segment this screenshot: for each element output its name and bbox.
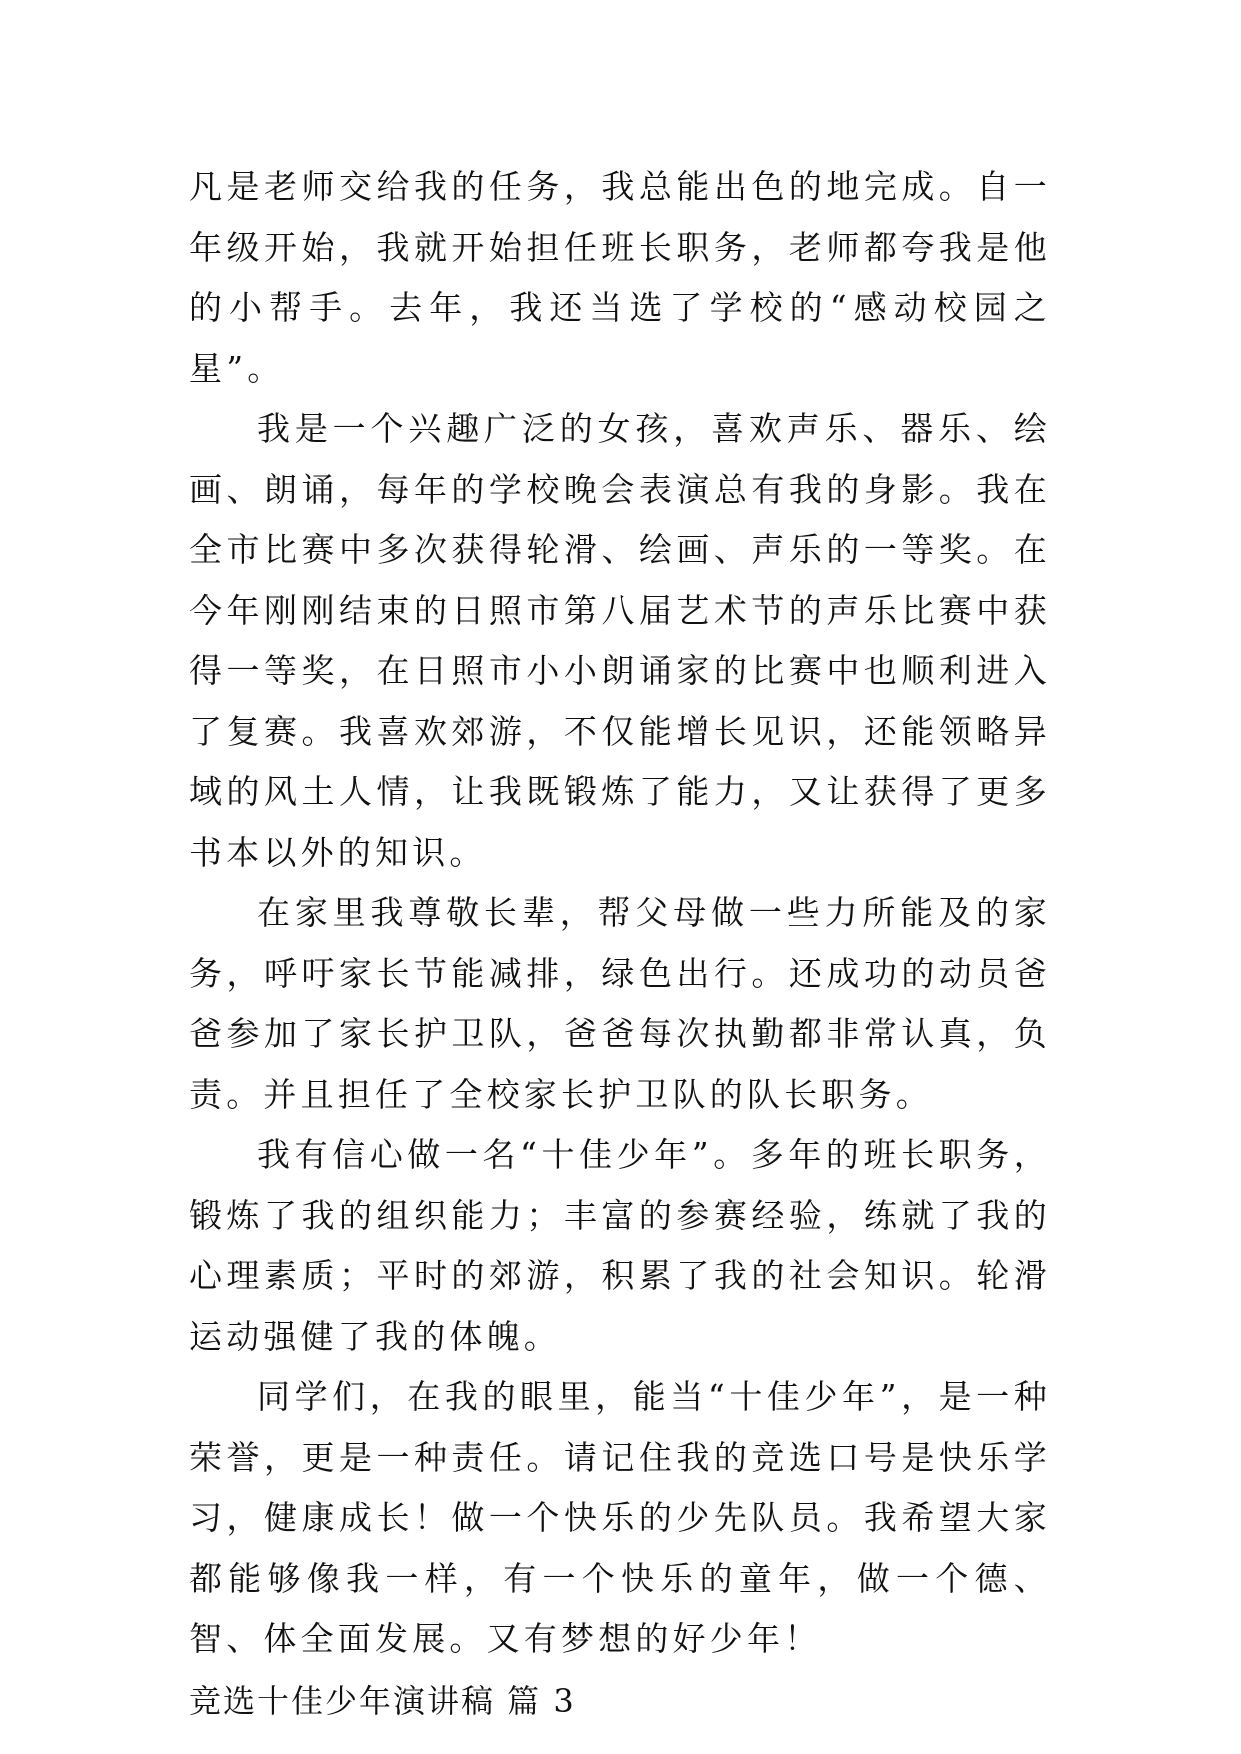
paragraph-3: 在家里我尊敬长辈，帮父母做一些力所能及的家务，呼吁家长节能减排，绿色出行。还成功的动员爸爸参加了家长护卫队，爸爸每次执勤都非常认真，负责。并且担任了全校家长护卫队的队长职务。 bbox=[189, 893, 1051, 1114]
paragraph-2: 我是一个兴趣广泛的女孩，喜欢声乐、器乐、绘画、朗诵，每年的学校晚会表演总有我的身影。我在全市比赛中多次获得轮滑、绘画、声乐的一等奖。在今年刚刚结束的日照市第八届艺术节的声乐比赛中获得一等奖，在日照市小小朗诵家的比赛中也顺利进入了复赛。我喜欢郊游，不仅能增长见识，还能领略异域的风土人情，让我既锻炼了能力，又让获得了更多书本以外的知识。 bbox=[189, 409, 1051, 872]
paragraph-1: 凡是老师交给我的任务，我总能出色的地完成。自一年级开始，我就开始担任班长职务，老师都夸我是他的小帮手。去年，我还当选了学校的“感动校园之星”。 bbox=[189, 167, 1051, 388]
paragraph-4: 我有信心做一名“十佳少年”。多年的班长职务，锻炼了我的组织能力；丰富的参赛经验，练就了我的心理素质；平时的郊游，积累了我的社会知识。轮滑运动强健了我的体魄。 bbox=[189, 1135, 1051, 1356]
document-body bbox=[189, 157, 1051, 1732]
section-heading: 竞选十佳少年演讲稿 篇 3 bbox=[189, 1681, 576, 1720]
paragraph-5: 同学们，在我的眼里，能当“十佳少年”，是一种荣誉，更是一种责任。请记住我的竞选口号是快乐学习，健康成长！做一个快乐的少先队员。我希望大家都能够像我一样，有一个快乐的童年，做一个德、智、体全面发展。又有梦想的好少年！ bbox=[189, 1377, 1051, 1658]
